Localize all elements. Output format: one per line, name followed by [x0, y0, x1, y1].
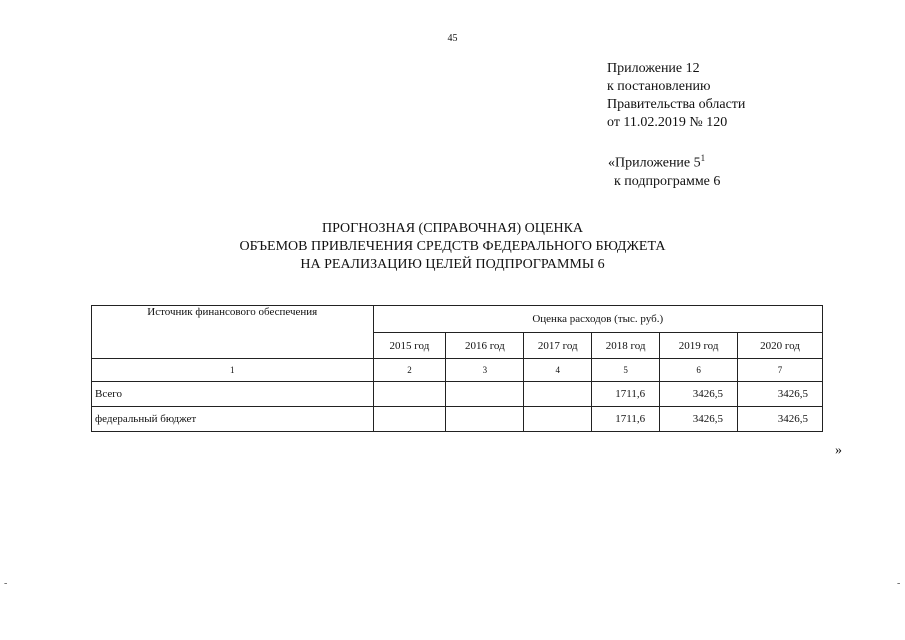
row-label: Всего [92, 382, 374, 407]
closing-quote: » [835, 443, 842, 458]
budget-estimate-table [91, 305, 823, 432]
title-line: НА РЕАЛИЗАЦИЮ ЦЕЛЕЙ ПОДПРОГРАММЫ 6 [300, 257, 605, 272]
table-cell [446, 407, 524, 432]
row-label: федеральный бюджет [92, 407, 374, 432]
appendix-line: от 11.02.2019 № 120 [607, 115, 728, 130]
appendix-reference-block [608, 149, 720, 191]
table-cell: 1711,6 [592, 407, 660, 432]
appendix-reference-line: к подпрограмме 6 [614, 173, 721, 189]
estimate-header: Оценка расходов (тыс. руб.) [373, 306, 823, 333]
column-number-row [92, 359, 823, 382]
title-line: ПРОГНОЗНАЯ (СПРАВОЧНАЯ) ОЦЕНКА [321, 221, 584, 236]
table-cell [524, 407, 592, 432]
page-number: 45 [447, 33, 458, 44]
column-number: 1 [92, 359, 374, 382]
table-cell [373, 382, 446, 407]
document-title [0, 220, 905, 274]
table-row [92, 407, 823, 432]
table-header-row [92, 306, 823, 333]
appendix-line: к постановлению [607, 79, 711, 94]
title-line: ОБЪЕМОВ ПРИВЛЕЧЕНИЯ СРЕДСТВ ФЕДЕРАЛЬНОГО БЮДЖЕТА [239, 239, 666, 254]
table-cell [373, 407, 446, 432]
table-row [92, 382, 823, 407]
margin-mark: - [4, 578, 8, 589]
appendix-line: Приложение 12 [607, 61, 700, 76]
year-header: 2015 год [373, 333, 446, 359]
source-header: Источник финансового обеспечения [92, 306, 374, 359]
column-number: 3 [446, 359, 524, 382]
column-number: 5 [592, 359, 660, 382]
year-header: 2019 год [660, 333, 738, 359]
table-cell: 3426,5 [660, 407, 738, 432]
year-header: 2017 год [524, 333, 592, 359]
table-cell: 3426,5 [738, 407, 823, 432]
table-cell [524, 382, 592, 407]
column-number: 6 [660, 359, 738, 382]
column-number: 7 [738, 359, 823, 382]
table-cell: 1711,6 [592, 382, 660, 407]
appendix-block [607, 60, 745, 132]
appendix-reference-line [608, 149, 720, 173]
appendix-reference-text: «Приложение 5 [608, 155, 701, 171]
column-number: 4 [524, 359, 592, 382]
appendix-reference-superscript: 1 [700, 153, 706, 163]
year-header: 2018 год [592, 333, 660, 359]
table-cell: 3426,5 [738, 382, 823, 407]
margin-mark: - [897, 578, 901, 589]
year-header: 2020 год [738, 333, 823, 359]
table-cell [446, 382, 524, 407]
appendix-line: Правительства области [607, 97, 746, 112]
year-header: 2016 год [446, 333, 524, 359]
table-cell: 3426,5 [660, 382, 738, 407]
column-number: 2 [373, 359, 446, 382]
